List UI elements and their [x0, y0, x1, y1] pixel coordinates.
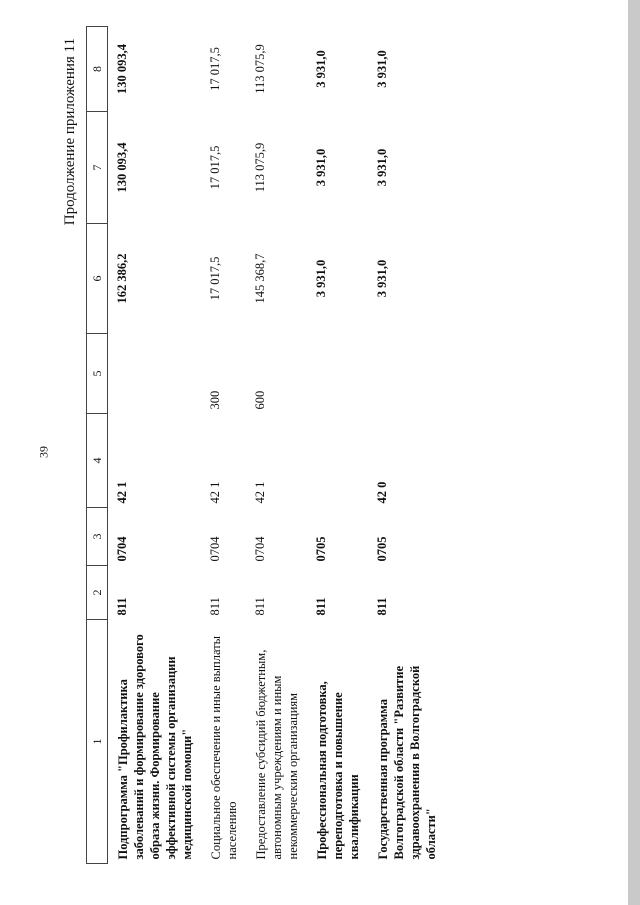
- cell-col-2: 811: [314, 597, 328, 616]
- header-col-2: 2: [87, 566, 108, 620]
- row-name: Подпрограмма "Профилактика заболеваний и формирование здорового образа жизни. Формирование эффективной системы организации медицинской помощи": [116, 634, 194, 860]
- row-name: Профессиональная подготовка, переподготовка и повышение квалификации: [315, 681, 361, 860]
- cell-col-6: 3 931,0: [375, 259, 389, 298]
- cell-col-4: 42 1: [115, 481, 129, 504]
- header-row: [87, 27, 108, 864]
- cell-col-3: 0704: [253, 536, 267, 562]
- cell-col-6: 162 386,2: [115, 253, 129, 304]
- cell-col-8: 130 093,4: [115, 44, 129, 94]
- cell-col-6: 3 931,0: [314, 259, 328, 298]
- cell-col-8: 113 075,9: [253, 44, 267, 94]
- header-col-6: 6: [87, 224, 108, 334]
- cell-col-4: 42 0: [375, 481, 389, 504]
- header-col-4: 4: [87, 414, 108, 508]
- cell-col-3: 0704: [208, 536, 222, 562]
- row-name: Государственная программа Волгоградской области "Развитие здравоохранения в Волгоградской области": [376, 665, 438, 860]
- header-col-8: 8: [87, 27, 108, 112]
- page-number: 39: [36, 446, 51, 458]
- header-col-7: 7: [87, 112, 108, 224]
- cell-col-3: 0705: [375, 536, 389, 562]
- cell-col-3: 0705: [314, 536, 328, 562]
- cell-col-8: 3 931,0: [314, 50, 328, 88]
- cell-col-6: 17 017,5: [208, 256, 222, 301]
- header-col-5: 5: [87, 334, 108, 414]
- table-row: [307, 27, 368, 864]
- cell-col-4: [307, 414, 368, 508]
- cell-col-8: 3 931,0: [375, 50, 389, 88]
- cell-col-7: 3 931,0: [314, 148, 328, 187]
- cell-col-3: 0704: [115, 536, 129, 562]
- header-col-3: 3: [87, 508, 108, 566]
- table-row: [108, 27, 202, 864]
- table-row: [368, 27, 445, 864]
- cell-col-5: [368, 334, 445, 414]
- cell-col-5: [108, 334, 202, 414]
- cell-col-7: 3 931,0: [375, 148, 389, 187]
- cell-col-7: 113 075,9: [253, 142, 267, 193]
- cell-col-8: 17 017,5: [208, 47, 222, 91]
- cell-col-2: 811: [375, 597, 389, 616]
- row-name: Предоставление субсидий бюджетным, автономным учреждениям и иным некоммерческим организациям: [254, 649, 300, 860]
- header-col-1: 1: [87, 620, 108, 864]
- cell-col-2: 811: [208, 597, 222, 616]
- cell-col-4: 42 1: [208, 481, 222, 504]
- cell-col-5: 600: [253, 390, 267, 410]
- budget-table: [86, 26, 445, 864]
- cell-col-7: 130 093,4: [115, 142, 129, 193]
- cell-col-4: 42 1: [253, 481, 267, 504]
- table-row: [201, 27, 246, 864]
- row-name: Социальное обеспечение и иные выплаты населению: [209, 635, 239, 860]
- cell-col-7: 17 017,5: [208, 145, 222, 190]
- cell-col-5: [307, 334, 368, 414]
- cell-col-6: 145 368,7: [253, 253, 267, 304]
- cell-col-2: 811: [253, 597, 267, 616]
- cell-col-5: 300: [208, 390, 222, 410]
- appendix-continuation-note: Продолжение приложения 11: [62, 38, 78, 226]
- cell-col-2: 811: [115, 597, 129, 616]
- table-row: [246, 27, 307, 864]
